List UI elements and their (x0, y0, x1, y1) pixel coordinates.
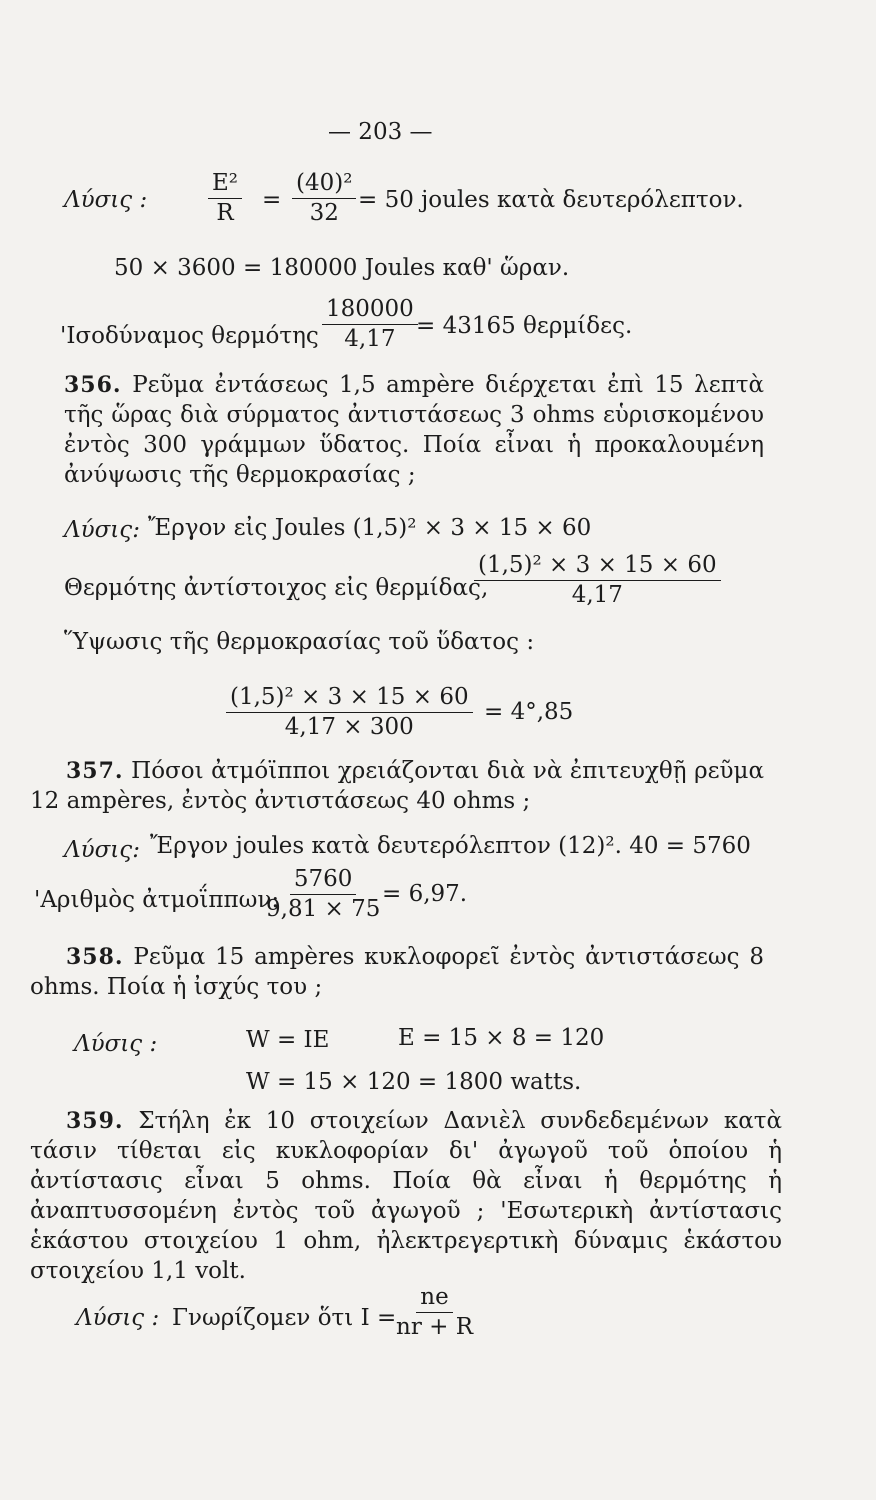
problem-text: Ρεῦμα 15 ampères κυκλοφορεῖ ἐντὸς ἀντιστάσεως 8 ohms. Ποία ἡ ἰσχύς του ; (30, 944, 764, 1000)
problem-356 (64, 370, 764, 490)
fraction-heat-equivalent (474, 552, 721, 609)
fraction-denominator: 9,81 × 75 (266, 896, 381, 922)
solution-label: Λύσις : (76, 1305, 160, 1331)
solution-label: Λύσις : (74, 1031, 158, 1057)
problem-number: 358. (66, 944, 124, 970)
page-number: — 203 — (328, 119, 433, 145)
equivalent-heat-result: = 43165 θερμίδες. (416, 313, 633, 339)
equivalent-heat-label: 'Ισοδύναμος θερμότης (60, 323, 319, 349)
problem-number: 359. (66, 1108, 124, 1134)
fraction-numerator: 5760 (290, 866, 357, 895)
work-per-second-line: Ἔργον joules κατὰ δευτερόλεπτον (12)². 40 = 5760 (150, 833, 751, 859)
voltage-calc: E = 15 × 8 = 120 (398, 1025, 605, 1051)
power-result-line: W = 15 × 120 = 1800 watts. (246, 1069, 582, 1095)
problem-number: 357. (66, 758, 124, 784)
problem-text: Στήλη ἐκ 10 στοιχείων Δανιὲλ συνδεδεμένων κατὰ τάσιν τίθεται εἰς κυκλοφορίαν δι' ἀγωγοῦ τοῦ ὁποίου ἡ ἀντίστασις εἶναι 5 ohms. Ποία θὰ εἶναι ἡ θερμότης ἡ ἀναπτυσσομένη ἐντὸς τοῦ ἀγωγοῦ ; 'Εσωτερικὴ ἀντίστασις ἑκάστου στοιχείου 1 ohm, ἠλεκτρεγερτικὴ δύναμις ἑκάστου στοιχείου 1,1 volt. (30, 1108, 782, 1284)
solution-label: Λύσις : (64, 187, 148, 213)
problem-358 (30, 942, 764, 1002)
fraction-denominator: 32 (309, 200, 339, 226)
horsepower-label: 'Αριθμὸς ἀτμοΐππων: (34, 887, 280, 913)
fraction-denominator: 4,17 × 300 (284, 714, 414, 740)
current-formula-text: Γνωρίζομεν ὅτι I = (172, 1305, 397, 1331)
fraction-numerator: ne (416, 1284, 452, 1313)
fraction-equivalent-heat (322, 296, 418, 353)
equals-sign: = (262, 187, 282, 213)
problem-359 (30, 1106, 782, 1286)
fraction-numerator: (1,5)² × 3 × 15 × 60 (226, 684, 473, 713)
joules-per-hour-line: 50 × 3600 = 180000 Joules καθ' ὥραν. (114, 255, 570, 281)
problem-text: Ρεῦμα ἐντάσεως 1,5 ampère διέρχεται ἐπὶ 15 λεπτὰ τῆς ὥρας διὰ σύρματος ἀντιστάσεως 3 ohms εὑρισκομένου ἐντὸς 300 γράμμων ὕδατος. Ποία εἶναι ἡ προκαλουμένη ἀνύψωσις τῆς θερμοκρασίας ; (64, 372, 764, 488)
solution-label: Λύσις: (64, 517, 140, 543)
fraction-denominator: R (216, 200, 234, 226)
work-joules-line: Ἔργον εἰς Joules (1,5)² × 3 × 15 × 60 (148, 515, 592, 541)
fraction-denominator: 4,17 (344, 326, 396, 352)
fraction-horsepower (262, 866, 384, 923)
fraction-numerator: (1,5)² × 3 × 15 × 60 (474, 552, 721, 581)
fraction-e2-r (208, 170, 242, 227)
fraction-denominator: nr + R (396, 1314, 474, 1340)
equation-result: = 50 joules κατὰ δευτερόλεπτον. (358, 187, 744, 213)
fraction-40sq-32 (292, 170, 356, 227)
temperature-rise-result: = 4°,85 (484, 699, 574, 725)
horsepower-result: = 6,97. (382, 881, 468, 907)
problem-text: Πόσοι ἀτμόϊπποι χρειάζονται διὰ νὰ ἐπιτευχθῇ ρεῦμα 12 ampères, ἐντὸς ἀντιστάσεως 40 ohms ; (30, 758, 765, 814)
fraction-temperature-rise (226, 684, 473, 741)
fraction-numerator: (40)² (292, 170, 356, 199)
solution-label: Λύσις: (64, 837, 140, 863)
heat-equivalent-label: Θερμότης ἀντίστοιχος εἰς θερμίδας, (64, 575, 489, 601)
fraction-numerator: 180000 (322, 296, 418, 325)
fraction-denominator: 4,17 (571, 582, 623, 608)
power-formula: W = IE (246, 1027, 330, 1053)
problem-number: 356. (64, 372, 122, 398)
problem-357 (30, 756, 764, 816)
fraction-numerator: E² (208, 170, 242, 199)
temperature-rise-label: Ὕψωσις τῆς θερμοκρασίας τοῦ ὕδατος : (64, 629, 535, 655)
fraction-current (392, 1284, 477, 1341)
